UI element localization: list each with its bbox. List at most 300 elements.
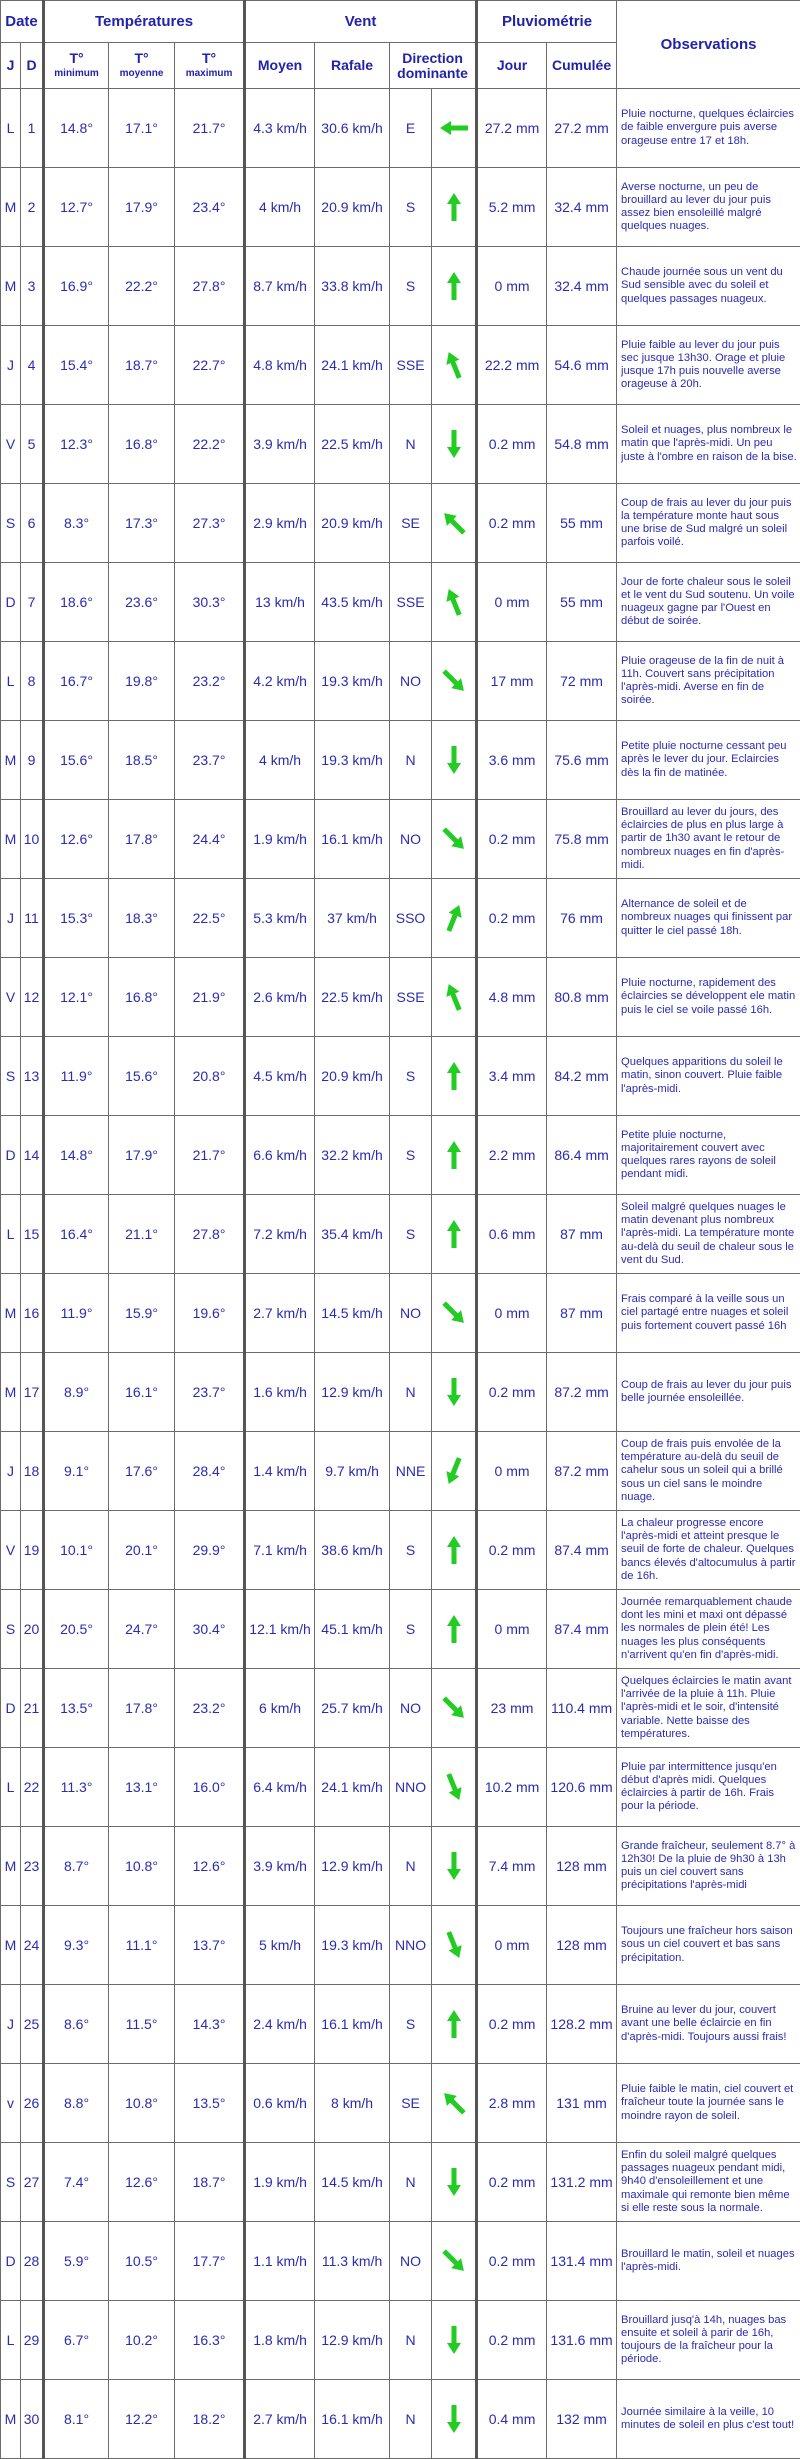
table-row xyxy=(1,1669,800,1748)
wind-gust: 19.3 km/h xyxy=(315,642,390,721)
temp-max: 27.8° xyxy=(175,1195,245,1274)
wind-arrow-icon xyxy=(432,1906,477,1985)
table-row xyxy=(1,1748,800,1827)
temp-mean: 15.9° xyxy=(109,1274,175,1353)
observation: Pluie faible au lever du jour puis sec jusque 13h30. Orage et pluie jusque 17h puis nouvelle averse orageuse à 20h. xyxy=(617,326,800,405)
rain-cumulative: 87.2 mm xyxy=(547,1432,617,1511)
wind-gust: 45.1 km/h xyxy=(315,1590,390,1669)
wind-mean: 2.9 km/h xyxy=(245,484,315,563)
wind-direction: NNO xyxy=(390,1748,432,1827)
day-letter: M xyxy=(1,1906,21,1985)
observation: Brouillard au lever du jours, des éclaircies de plus en plus large à partir de 1h30 avant le retour de nombreux nuages en fin d'après-midi. xyxy=(617,800,800,879)
wind-direction: NO xyxy=(390,800,432,879)
wind-mean: 1.9 km/h xyxy=(245,2143,315,2222)
observation: Frais comparé à la veille sous un ciel partagé entre nuages et soleil puis fortement couvert passé 16h xyxy=(617,1274,800,1353)
observation: Journée similaire à la veille, 10 minutes de soleil en plus c'est tout! xyxy=(617,2380,800,2459)
wind-gust: 11.3 km/h xyxy=(315,2222,390,2301)
wind-gust: 16.1 km/h xyxy=(315,2380,390,2459)
day-letter: v xyxy=(1,2064,21,2143)
temp-max: 30.3° xyxy=(175,563,245,642)
wind-direction: NO xyxy=(390,1669,432,1748)
table-row xyxy=(1,1274,800,1353)
wind-direction: S xyxy=(390,247,432,326)
wind-mean: 13 km/h xyxy=(245,563,315,642)
wind-arrow-icon xyxy=(432,1116,477,1195)
wind-gust: 30.6 km/h xyxy=(315,89,390,168)
wind-arrow-icon xyxy=(432,1274,477,1353)
day-letter: L xyxy=(1,89,21,168)
wind-gust: 20.9 km/h xyxy=(315,1037,390,1116)
temp-max: 23.7° xyxy=(175,1353,245,1432)
temp-max: 16.0° xyxy=(175,1748,245,1827)
temp-mean: 10.2° xyxy=(109,2301,175,2380)
day-number: 29 xyxy=(21,2301,44,2380)
table-row xyxy=(1,1827,800,1906)
wind-mean: 0.6 km/h xyxy=(245,2064,315,2143)
wind-gust: 43.5 km/h xyxy=(315,563,390,642)
day-letter: M xyxy=(1,1353,21,1432)
table-row xyxy=(1,1590,800,1669)
table-row xyxy=(1,484,800,563)
wind-arrow-icon xyxy=(432,2143,477,2222)
rain-day: 0 mm xyxy=(477,1590,547,1669)
rain-cumulative: 87.4 mm xyxy=(547,1511,617,1590)
temp-min: 9.3° xyxy=(44,1906,109,1985)
wind-direction: NO xyxy=(390,2222,432,2301)
day-number: 16 xyxy=(21,1274,44,1353)
wind-mean: 2.6 km/h xyxy=(245,958,315,1037)
temp-max: 12.6° xyxy=(175,1827,245,1906)
table-row xyxy=(1,2222,800,2301)
day-letter: M xyxy=(1,2380,21,2459)
temp-min: 8.8° xyxy=(44,2064,109,2143)
wind-arrow-icon xyxy=(432,1432,477,1511)
temp-mean: 17.6° xyxy=(109,1432,175,1511)
wind-arrow-icon xyxy=(432,1195,477,1274)
rain-cumulative: 87.4 mm xyxy=(547,1590,617,1669)
table-row xyxy=(1,879,800,958)
day-number: 17 xyxy=(21,1353,44,1432)
day-number: 5 xyxy=(21,405,44,484)
day-letter: D xyxy=(1,1116,21,1195)
wind-direction: S xyxy=(390,1590,432,1669)
temp-max: 23.4° xyxy=(175,168,245,247)
temp-max: 21.7° xyxy=(175,89,245,168)
wind-gust: 19.3 km/h xyxy=(315,721,390,800)
wind-direction: S xyxy=(390,1511,432,1590)
wind-arrow-icon xyxy=(432,2380,477,2459)
header-tmoy: T° moyenne xyxy=(109,43,175,89)
wind-mean: 4.8 km/h xyxy=(245,326,315,405)
observation: Enfin du soleil malgré quelques passages nuageux pendant midi, 9h40 d'ensoleillement et une maximale qui remonte bien même si elle reste sous la normale. xyxy=(617,2143,800,2222)
wind-direction: N xyxy=(390,2380,432,2459)
day-letter: D xyxy=(1,2222,21,2301)
temp-min: 16.7° xyxy=(44,642,109,721)
day-letter: L xyxy=(1,1748,21,1827)
temp-mean: 17.9° xyxy=(109,168,175,247)
temp-mean: 22.2° xyxy=(109,247,175,326)
wind-arrow-icon xyxy=(432,879,477,958)
wind-arrow-icon xyxy=(432,1669,477,1748)
temp-max: 23.2° xyxy=(175,1669,245,1748)
wind-direction: SSO xyxy=(390,879,432,958)
observation: Quelques apparitions du soleil le matin, sinon couvert. Pluie faible l'après-midi. xyxy=(617,1037,800,1116)
wind-arrow-icon xyxy=(432,1511,477,1590)
table-row xyxy=(1,1116,800,1195)
header-rafale: Rafale xyxy=(315,43,390,89)
wind-mean: 1.8 km/h xyxy=(245,2301,315,2380)
rain-cumulative: 87 mm xyxy=(547,1274,617,1353)
day-letter: M xyxy=(1,1274,21,1353)
temp-min: 9.1° xyxy=(44,1432,109,1511)
day-number: 9 xyxy=(21,721,44,800)
wind-direction: SSE xyxy=(390,958,432,1037)
wind-direction: N xyxy=(390,2143,432,2222)
temp-max: 13.7° xyxy=(175,1906,245,1985)
temp-min: 8.7° xyxy=(44,1827,109,1906)
header-temperatures: Températures xyxy=(44,1,245,43)
wind-gust: 22.5 km/h xyxy=(315,405,390,484)
table-row xyxy=(1,1985,800,2064)
observation: Coup de frais au lever du jour puis belle journée ensoleillée. xyxy=(617,1353,800,1432)
rain-day: 0.2 mm xyxy=(477,879,547,958)
rain-cumulative: 72 mm xyxy=(547,642,617,721)
temp-min: 11.9° xyxy=(44,1274,109,1353)
rain-cumulative: 120.6 mm xyxy=(547,1748,617,1827)
wind-mean: 8.7 km/h xyxy=(245,247,315,326)
observation: Toujours une fraîcheur hors saison sous un ciel couvert et bas sans précipitation. xyxy=(617,1906,800,1985)
rain-day: 22.2 mm xyxy=(477,326,547,405)
rain-day: 4.8 mm xyxy=(477,958,547,1037)
table-row xyxy=(1,958,800,1037)
rain-day: 0.2 mm xyxy=(477,1985,547,2064)
temp-min: 16.9° xyxy=(44,247,109,326)
rain-cumulative: 110.4 mm xyxy=(547,1669,617,1748)
temp-min: 14.8° xyxy=(44,1116,109,1195)
wind-mean: 4.5 km/h xyxy=(245,1037,315,1116)
day-number: 4 xyxy=(21,326,44,405)
day-letter: M xyxy=(1,247,21,326)
table-row xyxy=(1,168,800,247)
temp-min: 12.1° xyxy=(44,958,109,1037)
wind-arrow-icon xyxy=(432,1985,477,2064)
wind-arrow-icon xyxy=(432,800,477,879)
temp-max: 22.7° xyxy=(175,326,245,405)
wind-mean: 1.9 km/h xyxy=(245,800,315,879)
wind-direction: SE xyxy=(390,2064,432,2143)
rain-cumulative: 128 mm xyxy=(547,1906,617,1985)
temp-max: 17.7° xyxy=(175,2222,245,2301)
table-row xyxy=(1,1195,800,1274)
temp-min: 18.6° xyxy=(44,563,109,642)
observation: Pluie faible le matin, ciel couvert et fraîcheur toute la journée sans le moindre rayon de soleil. xyxy=(617,2064,800,2143)
observation: Pluie orageuse de la fin de nuit à 11h. Couvert sans précipitation l'après-midi. Averse en fin de soirée. xyxy=(617,642,800,721)
wind-direction: S xyxy=(390,1116,432,1195)
temp-max: 21.7° xyxy=(175,1116,245,1195)
temp-mean: 10.8° xyxy=(109,1827,175,1906)
day-letter: L xyxy=(1,2301,21,2380)
temp-max: 27.8° xyxy=(175,247,245,326)
rain-cumulative: 32.4 mm xyxy=(547,247,617,326)
wind-arrow-icon xyxy=(432,1590,477,1669)
observation: Coup de frais puis envolée de la température au-delà du seuil de cahelur sous un soleil qui a brillé sous un ciel sans le moindre nuage. xyxy=(617,1432,800,1511)
table-row xyxy=(1,563,800,642)
temp-min: 13.5° xyxy=(44,1669,109,1748)
temp-mean: 16.8° xyxy=(109,958,175,1037)
rain-day: 0.2 mm xyxy=(477,2143,547,2222)
header-j: J xyxy=(1,43,21,89)
table-row xyxy=(1,1432,800,1511)
wind-gust: 14.5 km/h xyxy=(315,1274,390,1353)
temp-mean: 19.8° xyxy=(109,642,175,721)
temp-max: 27.3° xyxy=(175,484,245,563)
rain-cumulative: 131.2 mm xyxy=(547,2143,617,2222)
temp-mean: 16.1° xyxy=(109,1353,175,1432)
table-row xyxy=(1,642,800,721)
day-letter: V xyxy=(1,1511,21,1590)
observation: Averse nocturne, un peu de brouillard au lever du jour puis assez bien ensoleillé malgré quelques nuages. xyxy=(617,168,800,247)
rain-day: 0 mm xyxy=(477,1274,547,1353)
temp-mean: 10.5° xyxy=(109,2222,175,2301)
rain-cumulative: 75.8 mm xyxy=(547,800,617,879)
day-letter: S xyxy=(1,1037,21,1116)
temp-mean: 17.3° xyxy=(109,484,175,563)
rain-day: 0.2 mm xyxy=(477,1511,547,1590)
table-row xyxy=(1,1511,800,1590)
temp-min: 8.9° xyxy=(44,1353,109,1432)
temp-min: 15.3° xyxy=(44,879,109,958)
temp-min: 8.3° xyxy=(44,484,109,563)
wind-mean: 2.7 km/h xyxy=(245,1274,315,1353)
day-letter: D xyxy=(1,563,21,642)
table-row xyxy=(1,2380,800,2459)
wind-gust: 38.6 km/h xyxy=(315,1511,390,1590)
day-letter: M xyxy=(1,800,21,879)
temp-mean: 13.1° xyxy=(109,1748,175,1827)
wind-direction: N xyxy=(390,405,432,484)
temp-min: 15.4° xyxy=(44,326,109,405)
temp-min: 8.6° xyxy=(44,1985,109,2064)
temp-max: 18.7° xyxy=(175,2143,245,2222)
table-row xyxy=(1,1906,800,1985)
wind-mean: 4.2 km/h xyxy=(245,642,315,721)
wind-mean: 2.4 km/h xyxy=(245,1985,315,2064)
temp-min: 7.4° xyxy=(44,2143,109,2222)
header-moyen: Moyen xyxy=(245,43,315,89)
temp-mean: 20.1° xyxy=(109,1511,175,1590)
temp-max: 29.9° xyxy=(175,1511,245,1590)
table-row xyxy=(1,1037,800,1116)
wind-mean: 1.6 km/h xyxy=(245,1353,315,1432)
wind-arrow-icon xyxy=(432,326,477,405)
wind-mean: 7.1 km/h xyxy=(245,1511,315,1590)
rain-day: 27.2 mm xyxy=(477,89,547,168)
day-number: 28 xyxy=(21,2222,44,2301)
observation: Soleil malgré quelques nuages le matin devenant plus nombreux l'après-midi. La température monte au-delà du seuil de chaleur sous le vent du Sud. xyxy=(617,1195,800,1274)
observation: Brouillard jusq'à 14h, nuages bas ensuite et soleil à parir de 16h, toujours de la fraîcheur pour la période. xyxy=(617,2301,800,2380)
wind-arrow-icon xyxy=(432,405,477,484)
wind-gust: 20.9 km/h xyxy=(315,168,390,247)
temp-max: 21.9° xyxy=(175,958,245,1037)
temp-max: 22.5° xyxy=(175,879,245,958)
day-letter: S xyxy=(1,2143,21,2222)
rain-day: 0 mm xyxy=(477,1906,547,1985)
rain-cumulative: 27.2 mm xyxy=(547,89,617,168)
temp-mean: 12.6° xyxy=(109,2143,175,2222)
day-number: 1 xyxy=(21,89,44,168)
rain-day: 5.2 mm xyxy=(477,168,547,247)
header-tmin: T° minimum xyxy=(44,43,109,89)
wind-direction: SE xyxy=(390,484,432,563)
wind-gust: 16.1 km/h xyxy=(315,1985,390,2064)
temp-max: 24.4° xyxy=(175,800,245,879)
temp-max: 13.5° xyxy=(175,2064,245,2143)
rain-cumulative: 131.4 mm xyxy=(547,2222,617,2301)
temp-max: 19.6° xyxy=(175,1274,245,1353)
wind-direction: S xyxy=(390,1195,432,1274)
day-letter: J xyxy=(1,326,21,405)
day-letter: V xyxy=(1,958,21,1037)
wind-gust: 20.9 km/h xyxy=(315,484,390,563)
rain-day: 0.2 mm xyxy=(477,800,547,879)
temp-min: 16.4° xyxy=(44,1195,109,1274)
table-row xyxy=(1,89,800,168)
wind-arrow-icon xyxy=(432,2222,477,2301)
rain-cumulative: 87 mm xyxy=(547,1195,617,1274)
temp-min: 12.7° xyxy=(44,168,109,247)
table-row xyxy=(1,800,800,879)
rain-day: 0.2 mm xyxy=(477,405,547,484)
observation: Journée remarquablement chaude dont les mini et maxi ont dépassé les normales de plein été! Les nuages les plus conséquents n'arrivent qu'en fin d'après-midi. xyxy=(617,1590,800,1669)
rain-day: 7.4 mm xyxy=(477,1827,547,1906)
day-number: 23 xyxy=(21,1827,44,1906)
rain-cumulative: 132 mm xyxy=(547,2380,617,2459)
wind-gust: 19.3 km/h xyxy=(315,1906,390,1985)
wind-mean: 3.9 km/h xyxy=(245,1827,315,1906)
header-pluvio: Pluviométrie xyxy=(477,1,617,43)
header-date: Date xyxy=(1,1,44,43)
rain-day: 0.2 mm xyxy=(477,484,547,563)
wind-direction: S xyxy=(390,1985,432,2064)
day-number: 13 xyxy=(21,1037,44,1116)
wind-arrow-icon xyxy=(432,1353,477,1432)
wind-gust: 22.5 km/h xyxy=(315,958,390,1037)
temp-mean: 17.1° xyxy=(109,89,175,168)
temp-max: 22.2° xyxy=(175,405,245,484)
wind-mean: 5 km/h xyxy=(245,1906,315,1985)
wind-arrow-icon xyxy=(432,721,477,800)
observation: Pluie nocturne, quelques éclaircies de faible envergure puis averse orageuse entre 17 et 18h. xyxy=(617,89,800,168)
temp-max: 20.8° xyxy=(175,1037,245,1116)
wind-arrow-icon xyxy=(432,958,477,1037)
temp-mean: 18.7° xyxy=(109,326,175,405)
rain-cumulative: 54.6 mm xyxy=(547,326,617,405)
table-row xyxy=(1,2301,800,2380)
header-vent: Vent xyxy=(245,1,477,43)
temp-min: 11.9° xyxy=(44,1037,109,1116)
temp-mean: 18.5° xyxy=(109,721,175,800)
day-letter: J xyxy=(1,879,21,958)
wind-arrow-icon xyxy=(432,642,477,721)
temp-mean: 17.8° xyxy=(109,1669,175,1748)
table-row xyxy=(1,2143,800,2222)
temp-mean: 12.2° xyxy=(109,2380,175,2459)
table-row xyxy=(1,1353,800,1432)
day-number: 12 xyxy=(21,958,44,1037)
header-tmax: T° maximum xyxy=(175,43,245,89)
wind-mean: 2.7 km/h xyxy=(245,2380,315,2459)
day-number: 24 xyxy=(21,1906,44,1985)
wind-gust: 12.9 km/h xyxy=(315,2301,390,2380)
temp-mean: 17.8° xyxy=(109,800,175,879)
observation: Pluie par intermittence jusqu'en début d'après midi. Quelques éclaircies à partir de 16h. Frais pour la période. xyxy=(617,1748,800,1827)
wind-mean: 4 km/h xyxy=(245,168,315,247)
wind-direction: N xyxy=(390,1827,432,1906)
wind-direction: NNO xyxy=(390,1906,432,1985)
rain-cumulative: 131.6 mm xyxy=(547,2301,617,2380)
temp-min: 11.3° xyxy=(44,1748,109,1827)
rain-day: 0 mm xyxy=(477,1432,547,1511)
day-letter: M xyxy=(1,721,21,800)
wind-mean: 6 km/h xyxy=(245,1669,315,1748)
day-letter: J xyxy=(1,1985,21,2064)
rain-cumulative: 55 mm xyxy=(547,563,617,642)
rain-cumulative: 87.2 mm xyxy=(547,1353,617,1432)
day-letter: L xyxy=(1,1195,21,1274)
day-number: 19 xyxy=(21,1511,44,1590)
day-number: 10 xyxy=(21,800,44,879)
wind-gust: 12.9 km/h xyxy=(315,1353,390,1432)
rain-cumulative: 128 mm xyxy=(547,1827,617,1906)
rain-cumulative: 131 mm xyxy=(547,2064,617,2143)
temp-min: 10.1° xyxy=(44,1511,109,1590)
day-number: 11 xyxy=(21,879,44,958)
wind-direction: S xyxy=(390,1037,432,1116)
observation: Pluie nocturne, rapidement des éclaircies se développent ele matin puis le ciel se voile passé 16h. xyxy=(617,958,800,1037)
observation: Grande fraîcheur, seulement 8.7° à 12h30! De la pluie de 9h30 à 13h puis un ciel couvert sans précipitations l'après-midi xyxy=(617,1827,800,1906)
wind-gust: 25.7 km/h xyxy=(315,1669,390,1748)
wind-gust: 32.2 km/h xyxy=(315,1116,390,1195)
temp-max: 23.2° xyxy=(175,642,245,721)
wind-arrow-icon xyxy=(432,484,477,563)
day-letter: M xyxy=(1,168,21,247)
header-jour: Jour xyxy=(477,43,547,89)
temp-min: 8.1° xyxy=(44,2380,109,2459)
observation: Jour de forte chaleur sous le soleil et le vent du Sud soutenu. Un voile nuageux gagne par l'Ouest en début de soirée. xyxy=(617,563,800,642)
day-letter: V xyxy=(1,405,21,484)
wind-mean: 7.2 km/h xyxy=(245,1195,315,1274)
temp-max: 18.2° xyxy=(175,2380,245,2459)
temp-min: 6.7° xyxy=(44,2301,109,2380)
day-number: 15 xyxy=(21,1195,44,1274)
table-row xyxy=(1,326,800,405)
wind-mean: 5.3 km/h xyxy=(245,879,315,958)
wind-direction: S xyxy=(390,168,432,247)
temp-max: 14.3° xyxy=(175,1985,245,2064)
day-number: 8 xyxy=(21,642,44,721)
rain-cumulative: 54.8 mm xyxy=(547,405,617,484)
rain-cumulative: 55 mm xyxy=(547,484,617,563)
rain-cumulative: 84.2 mm xyxy=(547,1037,617,1116)
observation: La chaleur progresse encore l'après-midi et atteint presque le seuil de forte de chaleur. Quelques bancs élevés d'altocumulus à partir de 16h. xyxy=(617,1511,800,1590)
rain-day: 0.2 mm xyxy=(477,2222,547,2301)
table-row xyxy=(1,2064,800,2143)
temp-mean: 16.8° xyxy=(109,405,175,484)
rain-day: 0.6 mm xyxy=(477,1195,547,1274)
day-number: 25 xyxy=(21,1985,44,2064)
day-number: 30 xyxy=(21,2380,44,2459)
wind-direction: N xyxy=(390,1353,432,1432)
